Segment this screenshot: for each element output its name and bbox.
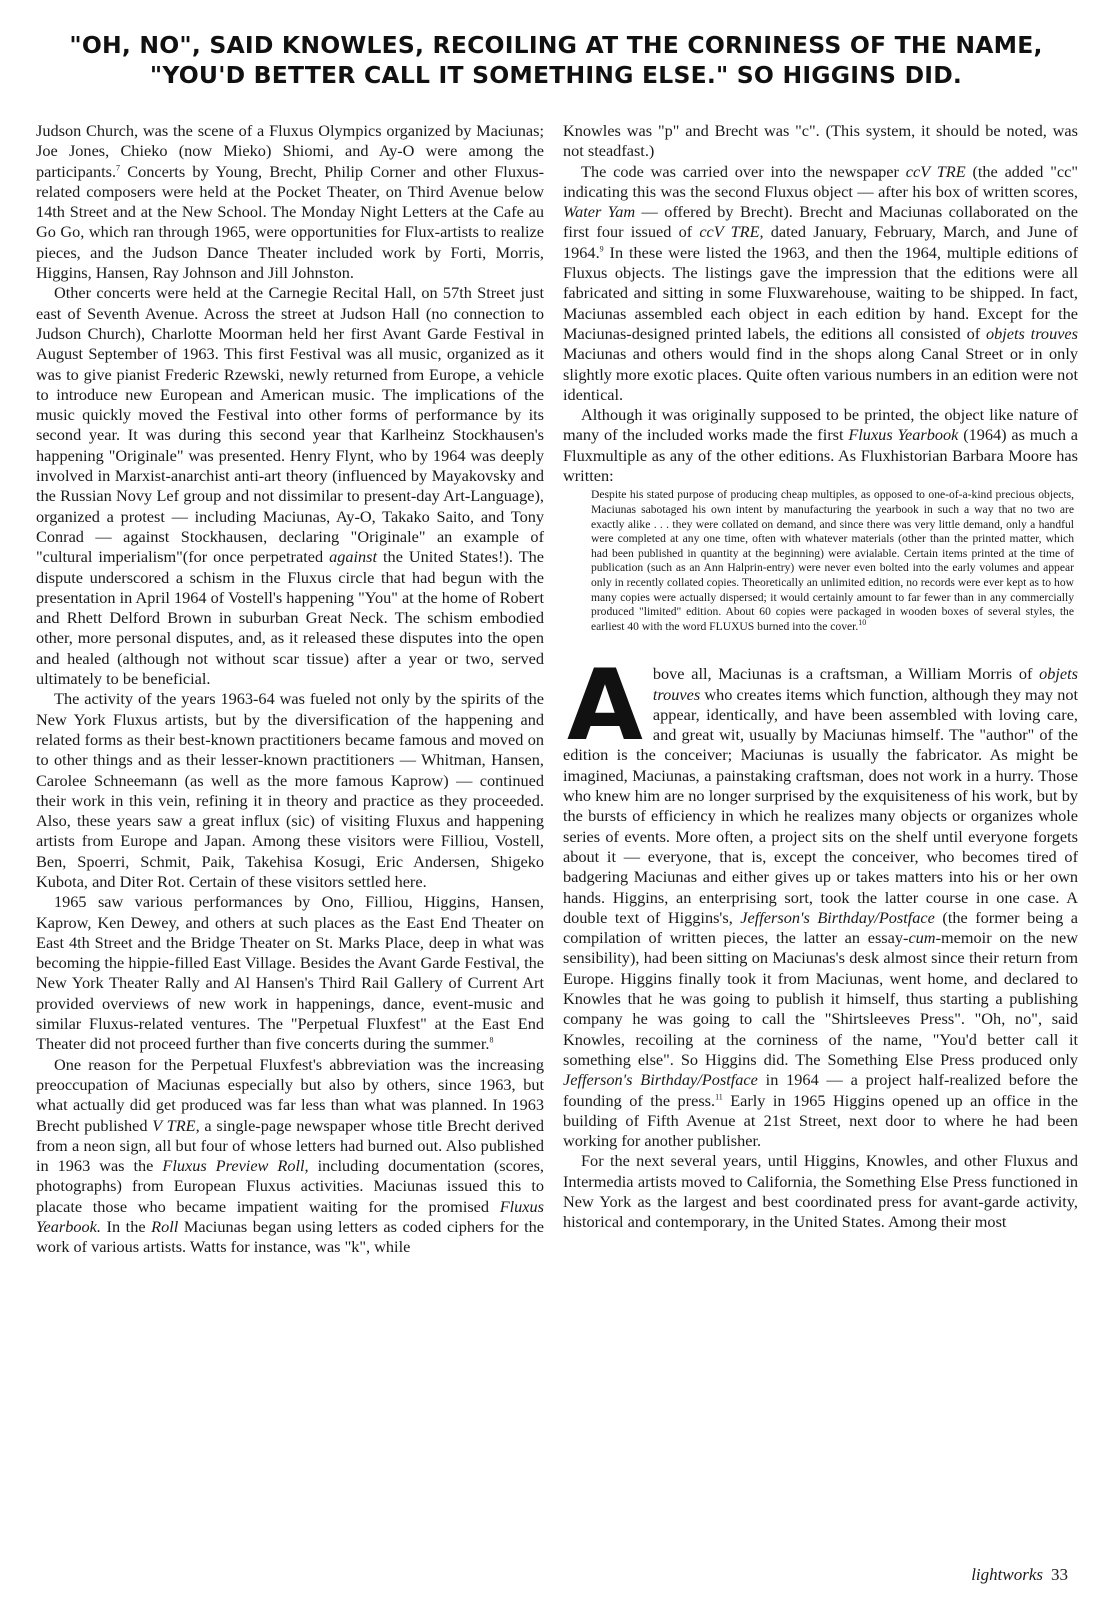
italic-text: ccV TRE: [905, 161, 966, 181]
text: (the added "cc" indicating this was the second Fluxus object — after his box of written scores,: [563, 161, 1078, 201]
right-column: [563, 121, 1078, 1233]
italic-text: V TRE,: [152, 1115, 200, 1135]
text: the United States!). The dispute underscored a schism in the Fluxus circle that had begun with the presentation in April 1964 of Vostell's happening "You" at the home of Robert and Rhett Delford Brown in suburban Great Neck. The schism embodied other, more personal disputes, and, as it released these disputes into the open and healed (although not without scar tissue) after a year or two, served ultimately to be beneficial.: [36, 547, 545, 689]
text: Other concerts were held at the Carnegie Recital Hall, on 57th Street just east of Seventh Avenue. Across the street at Judson Hall (no connection to Judson Church), Charlotte Moorman held her first Avant Garde Festival in August September of 1963. This first Festival was all music, organized as it was to give pianist Frederic Rzewski, newly returned from Europe, a vehicle to introduce new European and American music. The implications of the music quickly moved the Festival into other forms of performance by its second year. It was during this second year that Karlheinz Stockhausen's happening "Originale" was presented. Henry Flynt, who by 1964 was deeply involved in Marxist-anarchist anti-art theory (influenced by Mayakovsky and the Russian Novy Lef group and not dissimilar to present-day Art-Language), organized a protest — including Maciunas, Ay-O, Takako Saito, and Tony Conrad — against Stockhausen, declaring "Originale" an example of "cultural imperialism"(for once perpetrated: [36, 283, 544, 567]
paragraph: [36, 121, 544, 283]
text: Concerts by Young, Brecht, Philip Corner and other Fluxus-related composers were held at the Pocket Theater, on Third Avenue below 14th Street and at the New School. The Monday Night Letters at the Cafe au Go Go, which ran through 1965, were opportunities for Flux-artists to realize pieces, and the Judson Dance Theater included work by Forti, Morris, Higgins, Hansen, Ray Johnson and Jill Johnston.: [36, 161, 544, 283]
italic-text: objets trouves: [985, 323, 1078, 343]
text: The code was carried over into the newspaper: [581, 161, 906, 181]
page-footer: [971, 1565, 1068, 1585]
paragraph: For the next several years, until Higgins, Knowles, and other Fluxus and Intermedia artists moved to California, the Something Else Press functioned in New York as the largest and best coordinated press for avant-garde activity, historical and contemporary, in the United States. Among their most: [563, 1151, 1078, 1232]
text: Maciunas and others would find in the shops along Canal Street or in only slightly more exotic places. Quite often various numbers in an edition were not identical.: [563, 344, 1078, 404]
drop-cap: A: [567, 649, 643, 764]
paragraph: The activity of the years 1963-64 was fueled not only by the spirits of the New York Fluxus artists, but by the diversification of the happening and related forms as their best-known practitioners became famous and moved on to other things and as their lesser-known practitioners — Whitman, Hansen, Carolee Schneemann (as well as the more famous Kaprow) — continued their work in this vein, refining it in theory and practice as they proceeded. Also, these years saw a great influx (sic) of visiting Fluxus and happening artists from Europe and Japan. Among these visitors were Filliou, Vostell, Ben, Spoerri, Schmit, Paik, Takehisa Kosugi, Eric Andersen, Shigeko Kubota, and Diter Rot. Certain of these visitors settled here.: [36, 689, 544, 891]
paragraph: [36, 892, 544, 1054]
text: dated January, February, March, and June of 1964.: [563, 222, 1078, 262]
text: (1964) as much a Fluxmultiple as any of the other editions. As Fluxhistorian Barbara Moore has written:: [563, 425, 1079, 486]
italic-text: Jefferson's Birthday/Postface: [740, 907, 935, 927]
footnote-ref: 7: [116, 163, 121, 173]
pull-quote-line-1: "OH, NO", SAID KNOWLES, RECOILING AT THE CORNINESS OF THE NAME,: [69, 31, 1043, 59]
footnote-ref: 8: [489, 1035, 494, 1045]
page-number: 33: [1051, 1565, 1068, 1584]
text: Judson Church, was the scene of a Fluxus Olympics organized by Maciunas; Joe Jones, Chieko (now Mieko) Shiomi, and Ay-O were among the participants.: [36, 121, 544, 181]
text: who creates items which function, although they may not appear, identically, and have been assembled with loving care, and great wit, usually by Maciunas himself. The "author" of the edition is the conceiver; Maciunas is usually the fabricator. As might be imagined, Maciunas, a painstaking craftsman, does not work in a hurry. Those who knew him are no longer surprised by the exquisiteness of his work, but by the bursts of efficiency in which he realizes many objects or organizes whole series of events. More often, a project sits on the shelf until everyone forgets about it — everyone, that is, except the conceiver, who becomes tired of badgering Maciunas and either gives up or takes matters into his or her own hands. Higgins, an enterprising sort, took the latter course in one case. A double text of Higgins's,: [563, 684, 1078, 927]
block-quote: [591, 488, 1074, 634]
footnote-ref: 9: [599, 244, 604, 254]
text: -memoir on the new sensibility), had been sitting on Maciunas's desk almost since their return from Europe. Higgins finally took it from Maciunas, went home, and declared to Knowles that he was going to publish it himself, thus starting a publishing company he was going to call the "Shirtsleeves Press". "Oh, no", said Knowles, recoiling at the corniness of the name, "You'd better call it something else". So Higgins did. The Something Else Press produced only: [563, 928, 1078, 1069]
footnote-ref: 10: [858, 617, 867, 627]
text: — offered by Brecht). Brecht and Maciunas collaborated on the first four issued of: [563, 202, 1078, 242]
text: including documentation (scores, photographs) from European Fluxus activities. Maciunas issued this to placate those who became impatient waiting for the promised: [36, 1156, 544, 1216]
text: 1965 saw various performances by Ono, Filliou, Higgins, Hansen, Kaprow, Ken Dewey, and others at such places as the East End Theater on East 4th Street and the Bridge Theater on St. Marks Place, deep in what was becoming the hippie-filled East Village. Besides the Avant Garde Festival, the New York Theater Rally and Al Hansen's Third Rail Gallery of Current Art provided overviews of new work in happenings, dance, event-music and similar Fluxus-related ventures. The "Perpetual Fluxfest" at the East End Theater did not proceed further than five concerts during the summer.: [36, 892, 544, 1054]
italic-text: ccV TRE,: [699, 222, 764, 242]
paragraph: [563, 405, 1078, 486]
italic-text: objets trouves: [652, 664, 1078, 704]
text: bove all, Maciunas is a craftsman, a William Morris of: [652, 664, 1040, 684]
italic-text: Roll: [151, 1217, 179, 1237]
section-start: [563, 649, 1078, 1151]
italic-text: Fluxus Yearbook.: [36, 1196, 544, 1237]
left-column: [36, 121, 544, 1258]
text: Although it was originally supposed to be printed, the object like nature of many of the included works made the first: [563, 405, 1078, 445]
text: in 1964 — a project half-realized before the founding of the press.: [563, 1070, 1078, 1110]
paragraph: [563, 162, 1078, 406]
quote-text: Despite his stated purpose of producing cheap multiples, as opposed to one-of-a-kind precious objects, Maciunas sabotaged his own intent by manufacturing the yearbook in such a way that no two are exactly alike . . . they were collated on demand, and since there was very little demand, only a handful were completed at any one time, often with whatever materials (other than the printed matter, which had been published in quantity at the beginning) were avialable. Certain items printed at the time of publication (such as an Ann Halprin-entry) were never even bolted into the early volumes and appear only in recently collated copies. Theoretically an unlimited edition, no records were ever kept as to how many copies were actually dispersed; it would certainly amount to far fewer than in any commercially produced "limited" edition. About 60 copies were packaged in wooden boxes of several styles, the earliest 40 with the word FLUXUS burned into the cover.: [591, 488, 1074, 633]
paragraph: [36, 283, 544, 689]
paragraph: [36, 1055, 544, 1258]
text: a single-page newspaper whose title Brecht derived from a neon sign, all but four of whose letters had burned out. Also published in 1963 was the: [36, 1115, 544, 1176]
text: In these were listed the 1963, and then the 1964, multiple editions of Fluxus objects. The listings gave the impression that the editions were all fabricated and sitting in some Fluxwarehouse, waiting to be shipped. In fact, Maciunas assembled each object in each edition by hand. Except for the Maciunas-designed printed labels, the editions all consisted of: [563, 242, 1078, 343]
text: Maciunas began using letters as coded ciphers for the work of various artists. Watts for instance, was "k", while: [36, 1217, 544, 1257]
italic-text: Jefferson's Birthday/Postface: [563, 1070, 758, 1090]
pull-quote-headline: [60, 30, 1052, 90]
italic-text: against: [329, 547, 378, 567]
paragraph: Knowles was "p" and Brecht was "c". (This system, it should be noted, was not steadfast.): [563, 121, 1078, 161]
text: One reason for the Perpetual Fluxfest's abbreviation was the increasing preoccupation of Maciunas especially but also by others, since 1963, but what actually did get produced was far less than what was planned. In 1963 Brecht published: [36, 1054, 544, 1135]
pull-quote-line-2: "YOU'D BETTER CALL IT SOMETHING ELSE." SO HIGGINS DID.: [149, 61, 963, 89]
text: In the: [100, 1217, 152, 1237]
text: (the former being a compilation of written pieces, the latter an essay-: [563, 907, 1078, 948]
italic-text: Water Yam: [563, 202, 636, 222]
magazine-name: lightworks: [971, 1565, 1043, 1584]
italic-text: Fluxus Preview Roll,: [162, 1156, 309, 1176]
text: Early in 1965 Higgins opened up an office in the building of Fifth Avenue at 21st Street, next door to where he had been working for another publisher.: [563, 1090, 1078, 1151]
footnote-ref: 11: [715, 1092, 723, 1102]
italic-text: Fluxus Yearbook: [848, 425, 959, 445]
italic-text: cum: [908, 928, 936, 948]
